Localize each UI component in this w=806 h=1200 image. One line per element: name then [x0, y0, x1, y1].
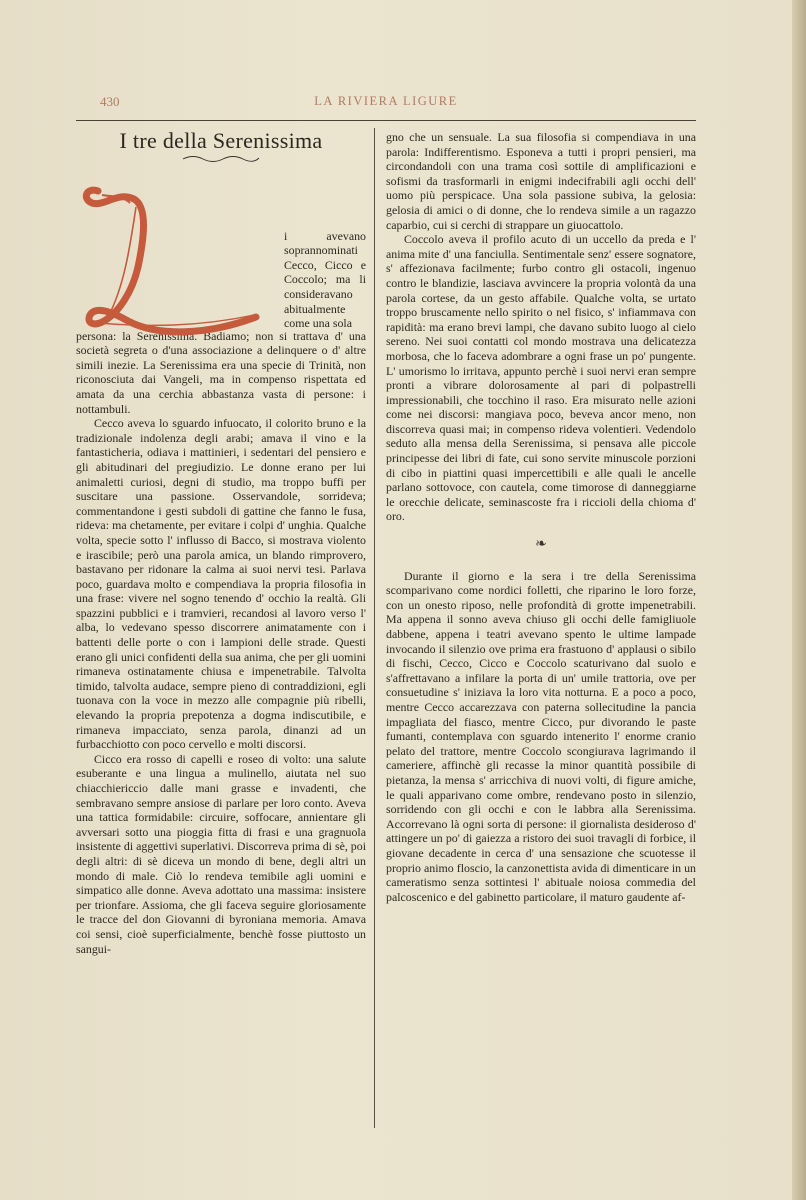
paragraph: Cicco era rosso di capelli e roseo di volto: una salute esuberante e una lingua a mulinello, aiutata nel suo chiacchiericcio dalle mani grasse e invadenti, che sembravano sempre ansiose di parlare per loro conto. Aveva una tattica formidabile: circuire, soffocare, annientare gli avversari sotto una pioggia fitta di frasi e una gragnuola insistente di aggettivi superlativi. Discorreva prima di sè, poi degli altri: di sè diceva un mondo di bene, degli altri un mondo di male. Ciò lo rendeva temibile agli uomini e simpatico alle donne. Aveva adottato una massima: insistere per trionfare. Assioma, che gli faceva seguire gloriosamente le tracce del don Giovanni di byroniana memoria. Amava coi sensi, cioè superficialmente, benchè fosse piuttosto un sangui- — [76, 751, 366, 956]
intro-text: i avevano soprannominati Cecco, Cicco e Coccolo; ma li consideravano abitualmente come una sola — [284, 228, 366, 331]
running-header — [76, 90, 696, 114]
right-column — [386, 130, 696, 904]
column-divider — [374, 128, 375, 1128]
header-rule — [76, 120, 696, 121]
dropcap-block — [76, 177, 366, 329]
article-title: I tre della Serenissima — [119, 128, 323, 153]
page-edge — [792, 0, 806, 1200]
paragraph: Coccolo aveva il profilo acuto di un uccello da preda e l' anima mite d' una fanciulla. Sentimentale senz' essere sognatore, s' affezionava facilmente; furbo contro gli ostacoli, ingenuo contro le blandizie, lasciava avvincere la propria volontà da una parola cortese, da un gesto affabile. Qualche volta, se urtato troppo bruscamente nello spirito o nel fisico, s' infiammava con rapidità: ma erano brevi lampi, che davano subito luogo al cielo sereno. Nei suoi contatti col mondo mostrava una delicatezza morbosa, che lo faceva adombrare a ogni frase un po' pungente. L' umorismo lo irritava, appunto perchè i suoi nervi eran sempre pronti a vibrare dolorosamente al pari di polpastrelli impressionabili, che tocchino il raso. Era misurato nelle azioni come nei discorsi: mangiava poco, beveva ancor meno, non discorreva quasi mai; in compenso rideva volentieri. Vedendolo seduto alla mensa della Serenissima, si pensava alle piccole principesse dei libri di fate, cui sono servite minuscole porzioni di cibo in piattini quasi impercettibili e alle quali le ancelle parlano sottovoce, con cautela, come timorose di danneggiarne le orecchie delicate, seminascoste fra i riccioli della chioma d' oro. — [386, 232, 696, 524]
paragraph: gno che un sensuale. La sua filosofia si compendiava in una parola: Indifferentismo. Esponeva a tutti i propri pensieri, ma circondandoli con una trama così sottile di amplificazioni e sofismi da trasformarli in enigmi indecifrabili agli occhi dell' uomo più perspicace. Una sola passione subiva, la gelosia: gelosia di amici o di donne, che lo rendeva simile a un ragazzo caparbio, cui si cerchi di strappare un giuocattolo. — [386, 130, 696, 232]
paragraph: Durante il giorno e la sera i tre della Serenissima scomparivano come nordici folletti, che riparino le loro forze, con un onesto riposo, nelle profondità di grotte impenetrabili. Ma appena il sonno aveva chiuso gli occhi delle famigliuole dabbene, appena i teatri avevano spento le ultime lampade invocando il silenzio ove prima era frastuono d' applausi o sibilo di fischi, Cecco, Cicco e Coccolo scaturivano dal suolo e s'affrettavano a infilare la porta di un' umile trattoria, ove per consuetudine s' iniziava la loro vita notturna. E a poco a poco, mentre Cecco accarezzava con paterna sollecitudine la pancia impagliata del fiasco, mentre Cicco, pur divorando le paste fumanti, contemplava con sguardo intenerito l' enorme cranio pelato del trattore, mentre Coccolo scongiurava lagrimando il cameriere, affinchè gli recasse la minor quantità possibile di pietanza, la mensa s' arricchiva di nuovi volti, di figure amiche, le quali apparivano come ombre, rendevano posto in silenzio, sorridendo con gli occhi e con le labbra alla Serenissima. Accorrevano là ogni sorta di persone: il giornalista desideroso d' attingere un po' di gaiezza a ristoro dei suoi travagli di forbice, il giovane decadente in cerca d' una sensazione che scuotesse il proprio animo floscio, la canzonettista avida di dimenticare in un cameratismo senza sottintesi l' abituale noiosa commedia del palcoscenico e del gabinetto particolare, il maturo gaudente af- — [386, 568, 696, 904]
paragraph: persona: la Serenissima. Badiamo; non si trattava d' una società segreta o d'una associazione a delinquere o d' altre simili inezie. La Serenissima era una specie di Trinità, non riconosciuta dai Vangeli, ma in compenso rispettata ed amata da una cerchia abbastanza vasta di persone: i nottambuli. — [76, 328, 366, 416]
page-number: 430 — [100, 94, 120, 109]
paragraph: Cecco aveva lo sguardo infuocato, il colorito bruno e la tradizionale indolenza degli arabi; amava il vino e la fantasticheria, odiava i mattinieri, i sedentari del pensiero e gli abitudinari del pregiudizio. Le donne erano per lui animaletti curiosi, degni di studio, ma troppo buffi per suscitare una passione. Osservandole, sorrideva; commentandone i gesti subdoli di gattine che fanno le fusa, rideva: ma chetamente, per evitare i colpi d' unghia. Qualche volta, specie sotto l' influsso di Bacco, si mostrava violento e irascibile; però una parola amica, un blando rimprovero, bastavano per ridonare la calma ai suoi nervi tesi. Parlava poco, guardava molto e compendiava la propria filosofia in una frase: vivere nel sogno tenendo d' occhio la realtà. Gli spazzini pubblici e i tramvieri, recandosi al lavoro verso l' alba, lo vedevano spesso discorrere animatamente con i battenti delle porte o con i lampioni delle strade. Questi erano gli unici confidenti della sua anima, che per gli uomini rimaneva ostinatamente chiusa e impenetrabile. Talvolta timido, talvolta audace, sempre pieno di contraddizioni, egli tuonava con la voce in mezzo alle compagnie più ribelli, elevando la propria prepotenza a dogma indiscutibile, e rimaneva impacciato, senza parola, dinanzi ad un furbacchiotto con poco cervello e molti discorsi. — [76, 416, 366, 752]
journal-title: LA RIVIERA LIGURE — [314, 94, 458, 108]
title-flourish-icon — [181, 153, 261, 163]
section-mark-icon: ❧ — [535, 537, 547, 553]
left-column — [76, 130, 366, 956]
dropcap-letter-l-icon — [78, 177, 268, 337]
